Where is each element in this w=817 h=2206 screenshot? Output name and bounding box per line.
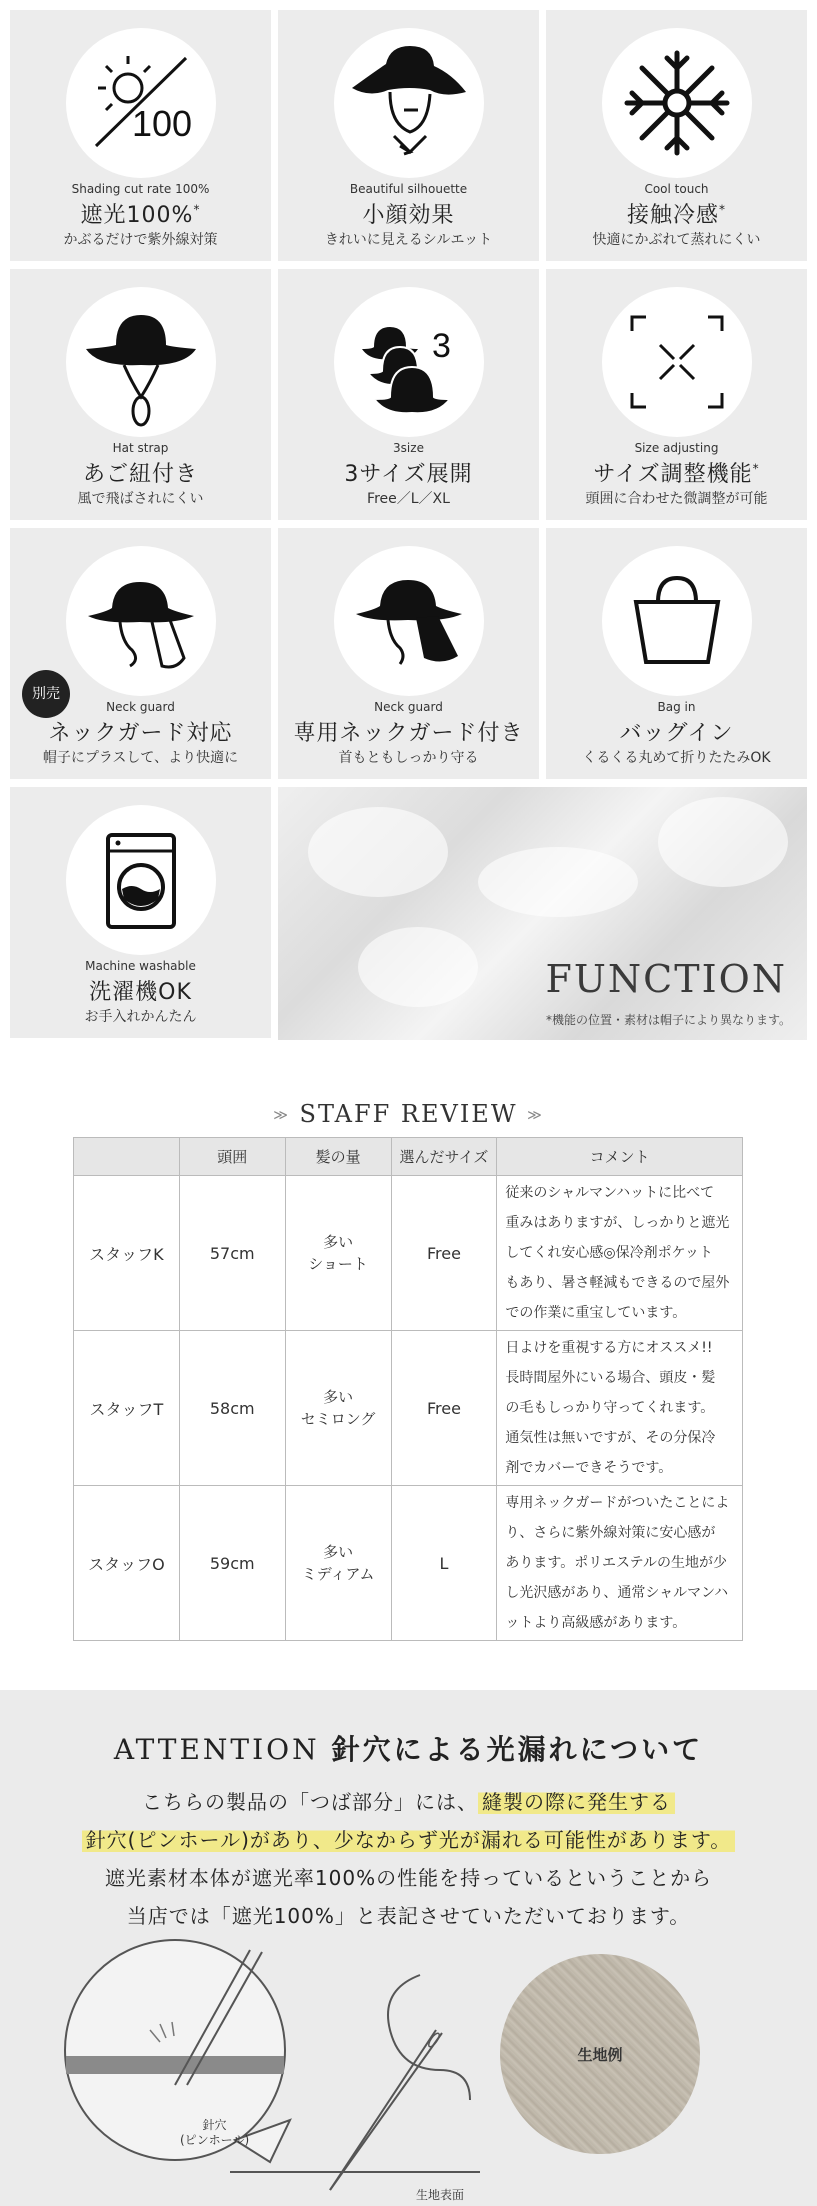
feature-ja-text: 3サイズ展開: [344, 462, 473, 487]
staff-name: スタッフK: [74, 1176, 180, 1331]
fabric-sample: [500, 1954, 700, 2154]
hair-volume: 多い: [323, 1543, 354, 1561]
comment-line: での作業に重宝しています。: [505, 1305, 687, 1321]
hair-amount: [285, 1331, 391, 1486]
feature-washable: [10, 787, 271, 1038]
icon-circle: [334, 28, 484, 178]
hair-length: ミディアム: [301, 1565, 375, 1583]
staff-review-title-text: STAFF REVIEW: [299, 1100, 518, 1128]
attention-section: [0, 1690, 817, 2206]
pinhole-diagram: [0, 1690, 817, 2206]
staff-review-table: [73, 1137, 743, 1641]
svg-text:100: 100: [131, 103, 192, 144]
feature-ja: [546, 198, 807, 229]
hair-length: ショート: [308, 1255, 368, 1273]
asterisk: *: [193, 202, 201, 217]
hair-amount: [285, 1486, 391, 1641]
attention-title-ja: 針穴による光漏れについて: [331, 1733, 704, 1766]
table-row: [74, 1486, 743, 1641]
feature-ja: [10, 975, 271, 1006]
feature-neck-guard-attached: [278, 528, 539, 779]
staff-name: スタッフT: [74, 1331, 180, 1486]
head-size: 57cm: [179, 1176, 285, 1331]
feature-shading: [10, 10, 271, 261]
size-adjust-icon: [602, 287, 752, 437]
feature-ja-text: バッグイン: [619, 721, 734, 746]
icon-circle: [334, 546, 484, 696]
feature-ja-text: 洗濯機OK: [89, 980, 192, 1005]
feature-en: Cool touch: [644, 182, 709, 196]
feature-ja-text: 接触冷感: [626, 203, 719, 228]
feature-sub: 頭囲に合わせた微調整が可能: [585, 491, 768, 507]
comment: [497, 1486, 743, 1641]
hair-length: セミロング: [300, 1410, 376, 1428]
chosen-size: L: [391, 1486, 497, 1641]
function-note: *機能の位置・素材は帽子により異なります。: [545, 1013, 791, 1027]
icon-circle: [66, 805, 216, 955]
table-row: [74, 1176, 743, 1331]
feature-ja-text: サイズ調整機能: [593, 462, 753, 487]
feature-ja-text: 専用ネックガード付き: [293, 721, 524, 746]
feature-neck-guard: [10, 528, 271, 779]
head-size: 59cm: [179, 1486, 285, 1641]
comment-line: の毛もしっかり守ってくれます。: [505, 1400, 715, 1416]
feature-ja: [10, 716, 271, 747]
comment-line: り、さらに紫外線対策に安心感が: [505, 1525, 716, 1541]
comment-line: 専用ネックガードがついたことによ: [505, 1495, 730, 1511]
comment-line: 長時間屋外にいる場合、頭皮・髪: [505, 1370, 716, 1386]
hat-strap-icon: [66, 287, 216, 437]
feature-ja: [10, 198, 271, 229]
attention-highlight: 針穴(ピンホール)があり、少なからず光が漏れる可能性があります。: [82, 1828, 736, 1852]
comment: [497, 1331, 743, 1486]
feature-sub: 風で飛ばされにくい: [77, 491, 204, 507]
shadow-blot: [478, 847, 638, 917]
feature-size-adjust: [546, 269, 807, 520]
header-hair: 髪の量: [285, 1138, 391, 1176]
feature-en: 3size: [393, 441, 424, 455]
header-comment: コメント: [497, 1138, 743, 1176]
neck-guard-attached-icon: [334, 546, 484, 696]
comment-line: もあり、暑さ軽減もできるので屋外: [505, 1275, 730, 1291]
icon-circle: [602, 287, 752, 437]
magnifier-circle: [65, 1940, 285, 2160]
feature-en: Beautiful silhouette: [349, 182, 468, 196]
chevron-down-icon: ≫: [527, 1107, 544, 1124]
feature-ja: [10, 457, 271, 488]
feature-sub: かぶるだけで紫外線対策: [63, 232, 218, 248]
feature-ja: [278, 198, 539, 229]
staff-review-title: [0, 1100, 817, 1128]
feature-en: Bag in: [657, 700, 696, 714]
attention-highlight: 縫製の際に発生する: [478, 1790, 675, 1814]
asterisk: *: [719, 202, 726, 217]
header-head: 頭囲: [179, 1138, 285, 1176]
feature-grid: [10, 10, 807, 1040]
surface-label: 生地表面: [416, 2188, 465, 2202]
attention-text: こちらの製品の「つば部分」には、: [142, 1790, 478, 1814]
icon-circle: [602, 546, 752, 696]
neck-guard-icon: [66, 546, 216, 696]
attention-line-3: 遮光素材本体が遮光率100%の性能を持っているということから: [104, 1866, 713, 1890]
comment-line: 剤でカバーできそうです。: [505, 1460, 673, 1476]
feature-en: Hat strap: [112, 441, 169, 455]
fabric-label: 生地例: [577, 2046, 623, 2064]
sold-separately-badge: 別売: [22, 670, 70, 718]
function-title: FUNCTION: [545, 957, 787, 1001]
pinhole-label-1: 針穴: [202, 2118, 227, 2132]
table-header-row: [74, 1138, 743, 1176]
table-row: [74, 1331, 743, 1486]
comment-line: あります。ポリエステルの生地が少: [505, 1555, 727, 1571]
feature-sub: 首もともしっかり守る: [338, 750, 479, 766]
thread-icon: [388, 1975, 470, 2100]
feature-ja: [278, 457, 539, 488]
pinhole-label: [180, 2118, 249, 2148]
icon-circle: [66, 546, 216, 696]
feature-ja-text: 小顔効果: [362, 203, 455, 228]
chosen-size: Free: [391, 1331, 497, 1486]
icon-circle: [602, 28, 752, 178]
chevron-down-icon: ≫: [273, 1107, 290, 1124]
bag-icon: [602, 546, 752, 696]
fabric-cross-section: [66, 2056, 284, 2074]
feature-silhouette: [278, 10, 539, 261]
attention-title-en: ATTENTION: [113, 1733, 320, 1766]
feature-ja-text: ネックガード対応: [48, 721, 233, 746]
comment-line: し光沢感があり、通常シャルマンハ: [505, 1585, 729, 1601]
icon-circle: [334, 287, 484, 437]
face-hat-icon: [334, 28, 484, 178]
feature-3size: [278, 269, 539, 520]
hair-amount: [285, 1176, 391, 1331]
feature-sub: 快適にかぶれて蒸れにくい: [592, 232, 761, 248]
uv-100-icon: [66, 28, 216, 178]
comment-line: 通気性は無いですが、その分保冷: [505, 1430, 716, 1446]
feature-sub: お手入れかんたん: [84, 1009, 197, 1025]
comment-line: 重みはありますが、しっかりと遮光: [505, 1215, 730, 1231]
comment-line: 従来のシャルマンハットに比べて: [505, 1185, 715, 1201]
header-size: 選んだサイズ: [391, 1138, 497, 1176]
feature-sub: Free／L／XL: [367, 491, 450, 507]
shadow-blot: [658, 797, 788, 887]
svg-text:3: 3: [431, 327, 451, 365]
needle-icon: [330, 2033, 442, 2190]
feature-en: Size adjusting: [634, 441, 719, 455]
feature-sub: くるくる丸めて折りたたみOK: [582, 750, 771, 766]
icon-circle: [66, 28, 216, 178]
shadow-blot: [308, 807, 448, 897]
feature-sub: 帽子にプラスして、より快適に: [42, 750, 239, 766]
pinhole-label-2: (ピンホール): [180, 2133, 250, 2147]
staff-name: スタッフO: [74, 1486, 180, 1641]
comment-line: 日よけを重視する方にオススメ!!: [505, 1340, 713, 1356]
snowflake-icon: [602, 28, 752, 178]
feature-ja: [278, 716, 539, 747]
comment: [497, 1176, 743, 1331]
hair-volume: 多い: [323, 1233, 354, 1251]
feature-en: Neck guard: [106, 700, 175, 714]
three-hats-icon: [334, 287, 484, 437]
feature-en: Machine washable: [85, 959, 196, 973]
feature-ja-text: あご紐付き: [82, 462, 198, 487]
function-panel: [278, 787, 807, 1040]
header-empty: [74, 1138, 180, 1176]
comment-line: ットより高級感があります。: [505, 1615, 687, 1631]
hair-volume: 多い: [323, 1388, 354, 1406]
feature-ja-text: 遮光100%: [80, 203, 194, 228]
washing-machine-icon: [66, 805, 216, 955]
shadow-blot: [358, 927, 478, 1007]
feature-sub: きれいに見えるシルエット: [324, 232, 493, 248]
attention-line-4: 当店では「遮光100%」と表記させていただいております。: [126, 1904, 691, 1928]
comment-line: してくれ安心感◎保冷剤ポケット: [505, 1245, 713, 1261]
feature-en: Neck guard: [374, 700, 443, 714]
feature-hat-strap: [10, 269, 271, 520]
head-size: 58cm: [179, 1331, 285, 1486]
chosen-size: Free: [391, 1176, 497, 1331]
icon-circle: [66, 287, 216, 437]
feature-en: Shading cut rate 100%: [71, 182, 210, 196]
feature-cool-touch: [546, 10, 807, 261]
feature-bag-in: [546, 528, 807, 779]
feature-ja: [546, 716, 807, 747]
asterisk: *: [752, 461, 760, 476]
feature-ja: [546, 457, 807, 488]
